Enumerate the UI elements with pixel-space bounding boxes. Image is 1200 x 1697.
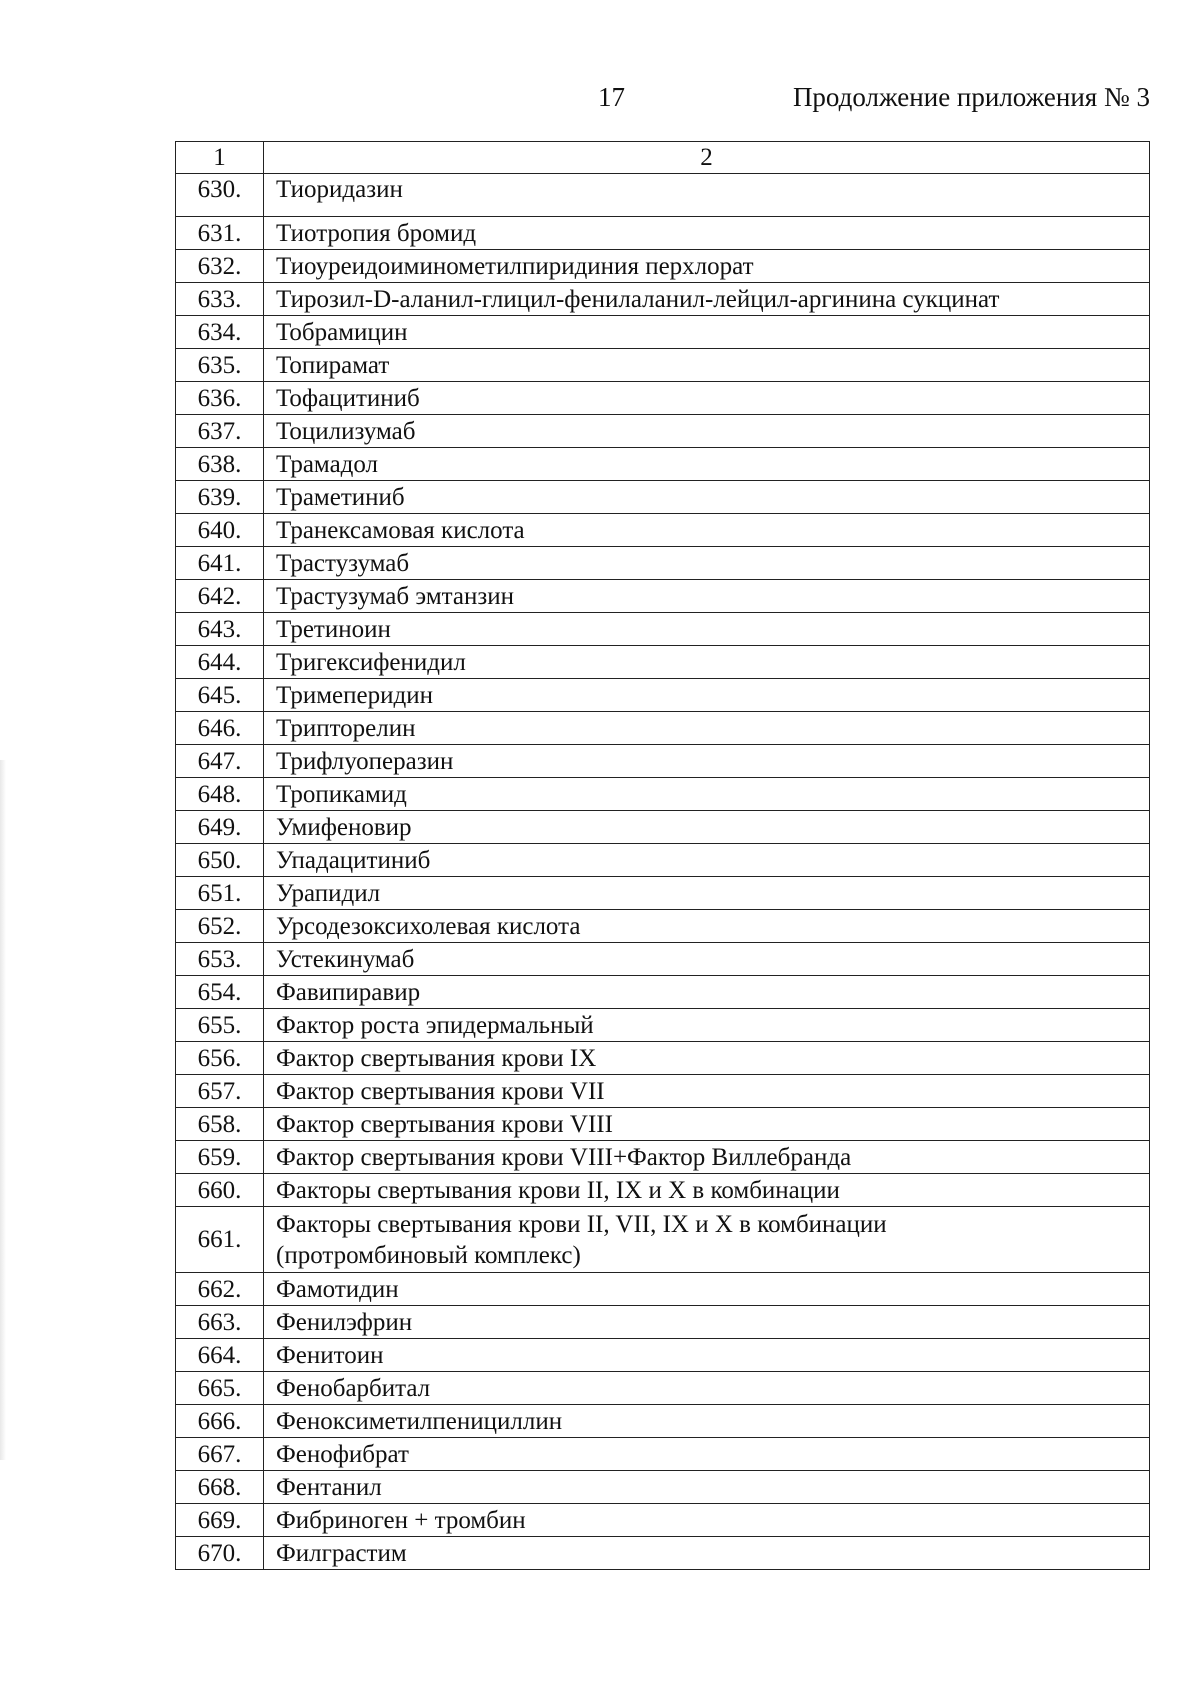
table-row <box>176 1273 1150 1306</box>
row-number: 653. <box>176 943 264 976</box>
row-number: 633. <box>176 283 264 316</box>
table-row <box>176 382 1150 415</box>
table-row <box>176 778 1150 811</box>
drug-name: Фенобарбитал <box>264 1372 1150 1405</box>
drug-name: Упадацитиниб <box>264 844 1150 877</box>
drug-name: Тиоуреидоиминометилпиридиния перхлорат <box>264 250 1150 283</box>
drug-name: Феноксиметилпенициллин <box>264 1405 1150 1438</box>
row-number: 666. <box>176 1405 264 1438</box>
table-row <box>176 448 1150 481</box>
row-number: 648. <box>176 778 264 811</box>
drug-name: Фенофибрат <box>264 1438 1150 1471</box>
table-row <box>176 1108 1150 1141</box>
row-number: 645. <box>176 679 264 712</box>
drug-name: Тримеперидин <box>264 679 1150 712</box>
table-row <box>176 250 1150 283</box>
table-row <box>176 1537 1150 1570</box>
drug-name: Фибриноген + тромбин <box>264 1504 1150 1537</box>
row-number: 646. <box>176 712 264 745</box>
table-row <box>176 217 1150 250</box>
table-row <box>176 943 1150 976</box>
drug-name: Трастузумаб <box>264 547 1150 580</box>
table-row <box>176 580 1150 613</box>
row-number: 647. <box>176 745 264 778</box>
table-row <box>176 1042 1150 1075</box>
drug-name: Фентанил <box>264 1471 1150 1504</box>
table-row <box>176 283 1150 316</box>
drug-name: Урсодезоксихолевая кислота <box>264 910 1150 943</box>
drug-name: Третиноин <box>264 613 1150 646</box>
table-row <box>176 415 1150 448</box>
drug-name: Тиоридазин <box>264 174 1150 217</box>
table-row <box>176 877 1150 910</box>
drug-name: Факторы свертывания крови II, VII, IX и X в комбинации (протромбиновый комплекс) <box>264 1207 1150 1273</box>
table-row <box>176 349 1150 382</box>
row-number: 661. <box>176 1207 264 1273</box>
row-number: 663. <box>176 1306 264 1339</box>
row-number: 637. <box>176 415 264 448</box>
table-row <box>176 1306 1150 1339</box>
row-number: 649. <box>176 811 264 844</box>
drug-name: Тиотропия бромид <box>264 217 1150 250</box>
row-number: 656. <box>176 1042 264 1075</box>
row-number: 668. <box>176 1471 264 1504</box>
drug-name: Факторы свертывания крови II, IX и X в комбинации <box>264 1174 1150 1207</box>
row-number: 655. <box>176 1009 264 1042</box>
drug-name: Трастузумаб эмтанзин <box>264 580 1150 613</box>
table-row <box>176 1207 1150 1273</box>
table-row <box>176 1141 1150 1174</box>
row-number: 640. <box>176 514 264 547</box>
table-row <box>176 712 1150 745</box>
drug-name: Филграстим <box>264 1537 1150 1570</box>
scan-edge-shadow <box>0 760 6 1460</box>
row-number: 657. <box>176 1075 264 1108</box>
drug-name: Тригексифенидил <box>264 646 1150 679</box>
row-number: 635. <box>176 349 264 382</box>
drug-name: Фактор свертывания крови IX <box>264 1042 1150 1075</box>
page-caption: Продолжение приложения № 3 <box>792 82 1150 112</box>
table-header-row <box>176 142 1150 174</box>
table-row <box>176 646 1150 679</box>
table-row <box>176 481 1150 514</box>
drug-name: Тропикамид <box>264 778 1150 811</box>
row-number: 670. <box>176 1537 264 1570</box>
drug-name: Трамадол <box>264 448 1150 481</box>
page-number: 17 <box>598 82 625 112</box>
row-number: 669. <box>176 1504 264 1537</box>
column-header-number: 1 <box>176 142 264 174</box>
row-number: 650. <box>176 844 264 877</box>
table-row <box>176 1009 1150 1042</box>
table-row <box>176 174 1150 217</box>
row-number: 667. <box>176 1438 264 1471</box>
row-number: 665. <box>176 1372 264 1405</box>
table-row <box>176 1174 1150 1207</box>
row-number: 644. <box>176 646 264 679</box>
drug-name: Фамотидин <box>264 1273 1150 1306</box>
drug-name: Топирамат <box>264 349 1150 382</box>
table-row <box>176 1075 1150 1108</box>
table-row <box>176 679 1150 712</box>
drug-name: Фенилэфрин <box>264 1306 1150 1339</box>
table-row <box>176 547 1150 580</box>
table-row <box>176 613 1150 646</box>
table-row <box>176 844 1150 877</box>
row-number: 630. <box>176 174 264 217</box>
row-number: 642. <box>176 580 264 613</box>
row-number: 634. <box>176 316 264 349</box>
table-row <box>176 811 1150 844</box>
row-number: 638. <box>176 448 264 481</box>
table-row <box>176 1339 1150 1372</box>
row-number: 631. <box>176 217 264 250</box>
drug-name: Урапидил <box>264 877 1150 910</box>
row-number: 632. <box>176 250 264 283</box>
drug-name: Фавипиравир <box>264 976 1150 1009</box>
table-row <box>176 910 1150 943</box>
table-row <box>176 1471 1150 1504</box>
table-row <box>176 1438 1150 1471</box>
row-number: 652. <box>176 910 264 943</box>
row-number: 659. <box>176 1141 264 1174</box>
drug-name: Траметиниб <box>264 481 1150 514</box>
drug-list-table <box>175 141 1150 1570</box>
drug-name: Фактор свертывания крови VIII <box>264 1108 1150 1141</box>
drug-name: Фактор роста эпидермальный <box>264 1009 1150 1042</box>
table-row <box>176 1504 1150 1537</box>
drug-name: Трифлуоперазин <box>264 745 1150 778</box>
row-number: 658. <box>176 1108 264 1141</box>
table-row <box>176 514 1150 547</box>
row-number: 654. <box>176 976 264 1009</box>
table-row <box>176 1405 1150 1438</box>
drug-name: Фактор свертывания крови VII <box>264 1075 1150 1108</box>
table-row <box>176 745 1150 778</box>
row-number: 636. <box>176 382 264 415</box>
drug-name: Умифеновир <box>264 811 1150 844</box>
drug-name: Тоцилизумаб <box>264 415 1150 448</box>
drug-name: Трипторелин <box>264 712 1150 745</box>
drug-name: Тофацитиниб <box>264 382 1150 415</box>
drug-name: Транексамовая кислота <box>264 514 1150 547</box>
row-number: 643. <box>176 613 264 646</box>
table-row <box>176 316 1150 349</box>
drug-name: Тирозил-D-аланил-глицил-фенилаланил-лейцил-аргинина сукцинат <box>264 283 1150 316</box>
drug-name: Фенитоин <box>264 1339 1150 1372</box>
column-header-name: 2 <box>264 142 1150 174</box>
table-row <box>176 1372 1150 1405</box>
drug-name: Устекинумаб <box>264 943 1150 976</box>
table-row <box>176 976 1150 1009</box>
drug-name: Фактор свертывания крови VIII+Фактор Виллебранда <box>264 1141 1150 1174</box>
row-number: 641. <box>176 547 264 580</box>
row-number: 662. <box>176 1273 264 1306</box>
row-number: 651. <box>176 877 264 910</box>
row-number: 664. <box>176 1339 264 1372</box>
drug-name: Тобрамицин <box>264 316 1150 349</box>
row-number: 660. <box>176 1174 264 1207</box>
row-number: 639. <box>176 481 264 514</box>
